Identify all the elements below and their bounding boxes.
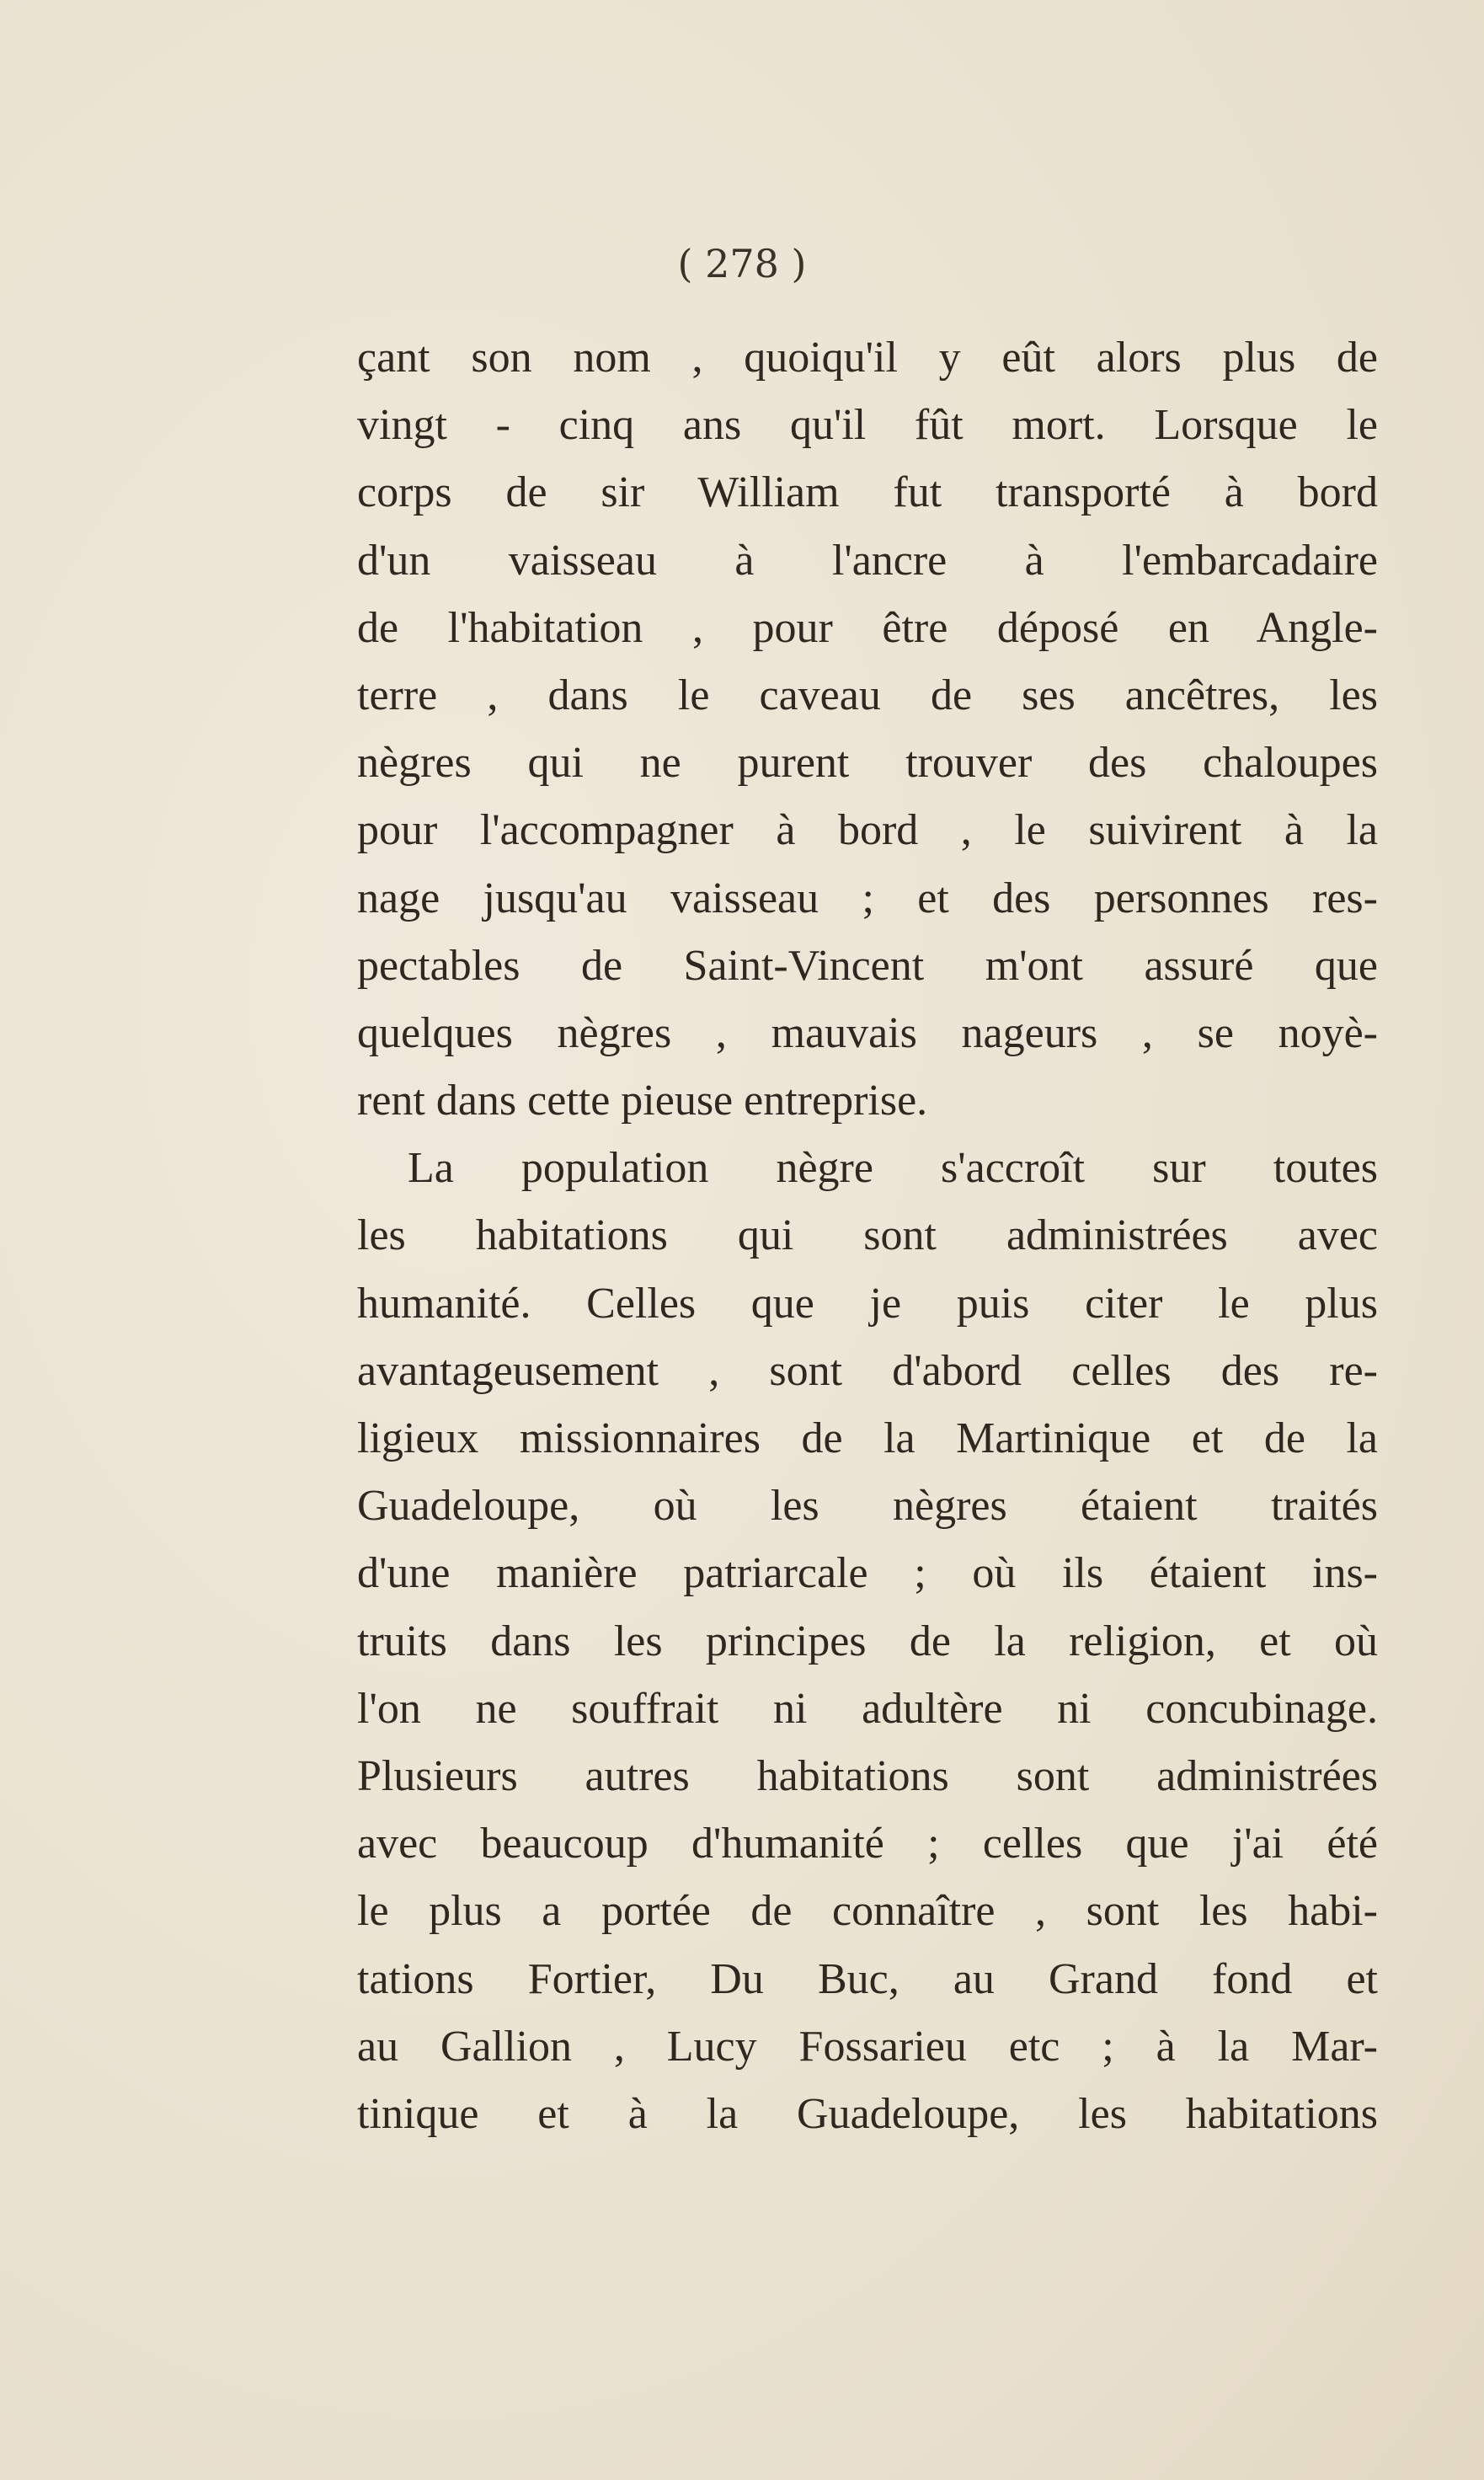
text-line [357,2081,1378,2148]
text-line [357,1540,1378,1607]
text-line [357,324,1378,392]
text-line [357,595,1378,662]
text-line-content: tations Fortier, Du Buc, au Grand fond et [357,1954,1378,2003]
text-line [357,1067,1378,1135]
text-line-content: d'un vaisseau à l'ancre à l'embarcadaire [357,536,1378,585]
text-line [357,1338,1378,1405]
text-line-content: au Gallion , Lucy Fossarieu etc ; à la Mar- [357,2022,1378,2071]
text-line [357,865,1378,933]
text-line [357,1405,1378,1472]
text-line [357,1472,1378,1540]
text-line [357,1676,1378,1743]
text-line-content: rent dans cette pieuse entreprise. [357,1077,928,1125]
text-line [357,730,1378,797]
text-line-content: avantageusement , sont d'abord celles des re- [357,1346,1378,1395]
text-line-content: truits dans les principes de la religion, et où [357,1617,1378,1665]
text-line-content: Guadeloupe, où les nègres étaient traités [357,1482,1378,1531]
text-line-content: corps de sir William fut transporté à bord [357,468,1378,517]
text-line [357,2013,1378,2081]
text-line [357,1000,1378,1067]
text-line-content: avec beaucoup d'humanité ; celles que j'ai été [357,1820,1378,1868]
text-line-content: çant son nom , quoiqu'il y eût alors plus de [357,334,1378,382]
text-line [357,1743,1378,1810]
text-line-content: tinique et à la Guadeloupe, les habitations [357,2089,1378,2138]
text-line-content: humanité. Celles que je puis citer le plus [357,1279,1378,1328]
text-line [357,1878,1378,1945]
text-line-content: d'une manière patriarcale ; où ils étaient ins- [357,1549,1378,1598]
text-line [357,1135,1378,1202]
text-line [357,459,1378,526]
text-line [357,933,1378,1000]
text-line-content: pectables de Saint-Vincent m'ont assuré que [357,941,1378,990]
text-line [357,1946,1378,2013]
text-line [357,1608,1378,1676]
text-line [357,662,1378,730]
text-line [357,527,1378,595]
body-text [357,324,1378,2148]
text-line-content: le plus a portée de connaître , sont les habi- [357,1887,1378,1936]
text-line-content: nage jusqu'au vaisseau ; et des personnes res- [357,874,1378,922]
text-line-content: Plusieurs autres habitations sont administrées [357,1751,1378,1800]
text-line-content: quelques nègres , mauvais nageurs , se noyè- [357,1008,1378,1057]
text-line [357,1810,1378,1878]
page-number: ( 278 ) [677,241,807,286]
text-line-content: ligieux missionnaires de la Martinique et de la [357,1414,1378,1462]
text-line-content: l'on ne souffrait ni adultère ni concubinage. [357,1684,1378,1733]
text-line-content: de l'habitation , pour être déposé en Angle- [357,603,1378,652]
text-line [357,797,1378,864]
text-line [357,392,1378,459]
text-line-content: nègres qui ne purent trouver des chaloupes [357,739,1378,788]
text-line-content: les habitations qui sont administrées avec [357,1211,1378,1260]
text-line-content: vingt - cinq ans qu'il fût mort. Lorsque le [357,401,1378,450]
text-line-content: pour l'accompagner à bord , le suivirent à la [357,806,1378,855]
text-line-content: terre , dans le caveau de ses ancêtres, les [357,671,1378,719]
text-line [357,1270,1378,1338]
text-line-content: La population nègre s'accroît sur toutes [408,1144,1378,1193]
text-line [357,1202,1378,1269]
